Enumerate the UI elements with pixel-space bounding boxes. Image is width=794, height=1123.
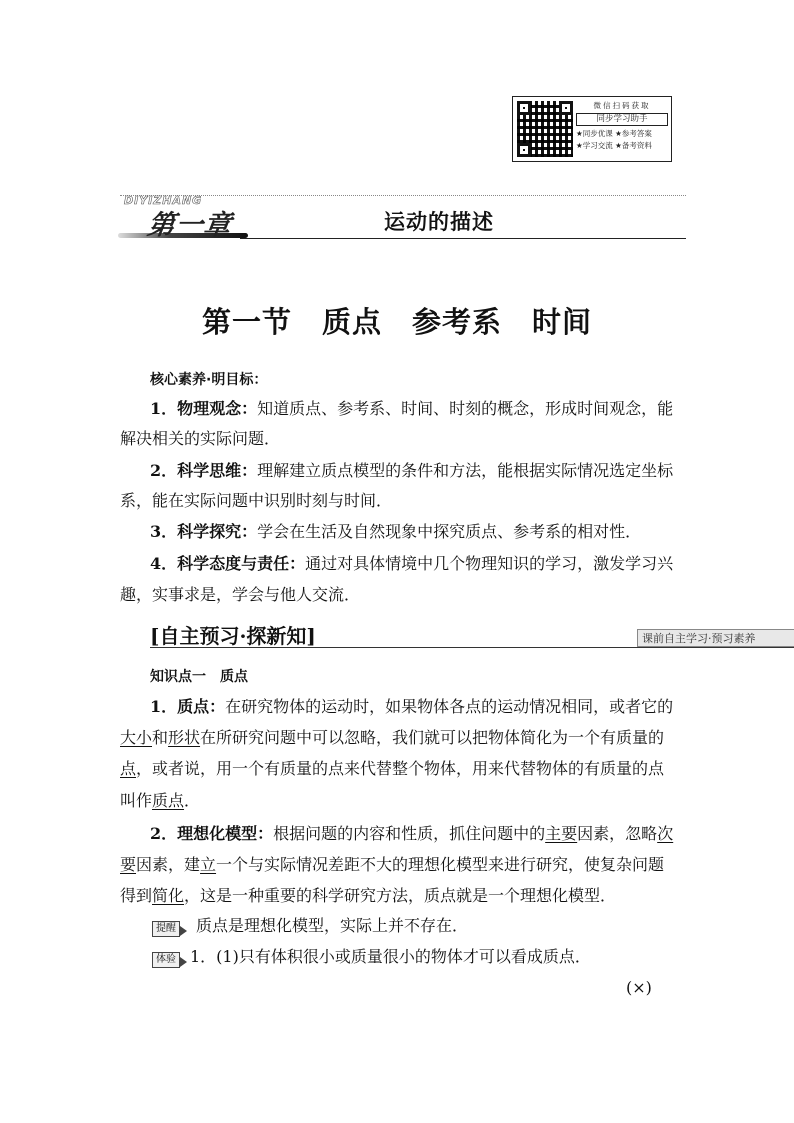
exp-text: 1．(1)只有体积很小或质量很小的物体才可以看成质点． bbox=[190, 947, 591, 966]
knowledge-heading: 知识点一 质点 bbox=[150, 669, 248, 685]
knowledge-p2-line-1 bbox=[150, 823, 673, 845]
knowledge-p2-text-c: 得到 bbox=[120, 886, 153, 905]
section-title: 第一节 质点 参考系 时间 bbox=[201, 305, 592, 339]
qr-features-2: ★学习交流 ★备考资料 bbox=[576, 141, 652, 150]
knowledge-p1-text-d: 叫作 bbox=[120, 791, 153, 810]
objective-2-head: 2．科学思维： bbox=[150, 461, 258, 480]
knowledge-p2-text-b2: 一个与实际情况差距不大的理想化模型来进行研究，使复杂问题 bbox=[216, 855, 665, 874]
knowledge-p2-text-b: 因素，建 bbox=[136, 855, 201, 874]
blank-size: 大小 bbox=[120, 728, 153, 747]
banner-rule bbox=[150, 647, 794, 648]
blank-main: 主要 bbox=[545, 824, 578, 843]
objective-1-head: 1．物理观念： bbox=[150, 399, 258, 418]
knowledge-p1-line-3 bbox=[120, 758, 664, 780]
objective-4-head: 4．科学态度与责任： bbox=[150, 554, 306, 573]
knowledge-p2-head: 2．理想化模型： bbox=[150, 824, 274, 843]
header-rule bbox=[240, 238, 686, 239]
knowledge-p2-line-2 bbox=[120, 854, 664, 876]
tip-badge: 提醒 bbox=[152, 921, 180, 937]
tip-text: 质点是理想化模型，实际上并不存在． bbox=[196, 916, 469, 935]
knowledge-p1-line-1 bbox=[150, 696, 673, 718]
blank-mass-point: 质点 bbox=[152, 791, 185, 810]
objective-4-text-a: 通过对具体情境中几个物理知识的学习，激发学习兴 bbox=[305, 554, 674, 573]
word-and: 和 bbox=[152, 728, 169, 747]
blank-establish: 立 bbox=[200, 855, 217, 874]
banner-tag: 课前自主学习·预习素养 bbox=[637, 629, 794, 647]
knowledge-p1-text-c: ，或者说，用一个有质量的点来代替整个物体，用来代替物体的有质量的点 bbox=[136, 759, 665, 778]
knowledge-p1-end: ． bbox=[184, 791, 201, 810]
blank-secondary-2: 要 bbox=[120, 855, 137, 874]
header-dotted-line bbox=[120, 195, 686, 196]
qr-code-box[interactable] bbox=[512, 96, 672, 162]
objective-4-line-1 bbox=[150, 553, 673, 575]
blank-point: 点 bbox=[120, 759, 137, 778]
objective-1-text-a: 知道质点、参考系、时间、时刻的概念，形成时间观念，能 bbox=[257, 399, 674, 418]
objective-2-line-1 bbox=[150, 460, 673, 482]
exp-badge: 体验 bbox=[152, 952, 180, 968]
knowledge-p1-line-2 bbox=[120, 727, 664, 749]
chapter-number: 第一章 bbox=[145, 210, 234, 241]
exp-line bbox=[152, 946, 591, 968]
blank-shape: 形状 bbox=[168, 728, 201, 747]
knowledge-p2-text-a2: 因素，忽略 bbox=[577, 824, 658, 843]
objectives-heading: 核心素养·明目标： bbox=[150, 372, 268, 388]
qr-code[interactable] bbox=[517, 101, 573, 157]
chapter-title: 运动的描述 bbox=[384, 209, 494, 234]
knowledge-p2-text-c2: ，这是一种重要的科学研究方法，质点就是一个理想化模型． bbox=[184, 886, 617, 905]
tip-line bbox=[152, 915, 468, 937]
objective-2-line-2: 系，能在实际问题中识别时刻与时间． bbox=[120, 491, 393, 510]
objective-4-line-2: 趣，实事求是，学会与他人交流． bbox=[120, 585, 361, 604]
knowledge-p1-text-a: 在研究物体的运动时，如果物体各点的运动情况相同，或者它的 bbox=[225, 697, 674, 716]
exp-answer: (×) bbox=[626, 978, 652, 997]
knowledge-p1-line-4 bbox=[120, 790, 200, 812]
qr-helper-label: 同步学习助手 bbox=[576, 113, 668, 126]
blank-secondary-1: 次 bbox=[657, 824, 674, 843]
knowledge-p1-text-b: 在所研究问题中可以忽略，我们就可以把物体简化为一个有质量的 bbox=[200, 728, 665, 747]
qr-scan-text: 微信扫码获取 bbox=[593, 101, 651, 110]
knowledge-p2-line-3 bbox=[120, 885, 616, 907]
banner-title: [自主预习·探新知] bbox=[150, 624, 316, 648]
knowledge-p1-head: 1．质点： bbox=[150, 697, 226, 716]
objective-1-line-2: 解决相关的实际问题． bbox=[120, 429, 281, 448]
chapter-pinyin: DIYIZHANG bbox=[124, 194, 203, 207]
qr-features-1: ★同步优课 ★参考答案 bbox=[576, 129, 652, 138]
objective-3-text: 学会在生活及自然现象中探究质点、参考系的相对性． bbox=[257, 522, 642, 541]
objective-1-line-1 bbox=[150, 398, 673, 420]
objective-2-text-a: 理解建立质点模型的条件和方法，能根据实际情况选定坐标 bbox=[257, 461, 674, 480]
knowledge-p2-text-a: 根据问题的内容和性质，抓住问题中的 bbox=[273, 824, 546, 843]
blank-simplify: 简化 bbox=[152, 886, 185, 905]
objective-3-line bbox=[150, 521, 641, 543]
objective-3-head: 3．科学探究： bbox=[150, 522, 258, 541]
